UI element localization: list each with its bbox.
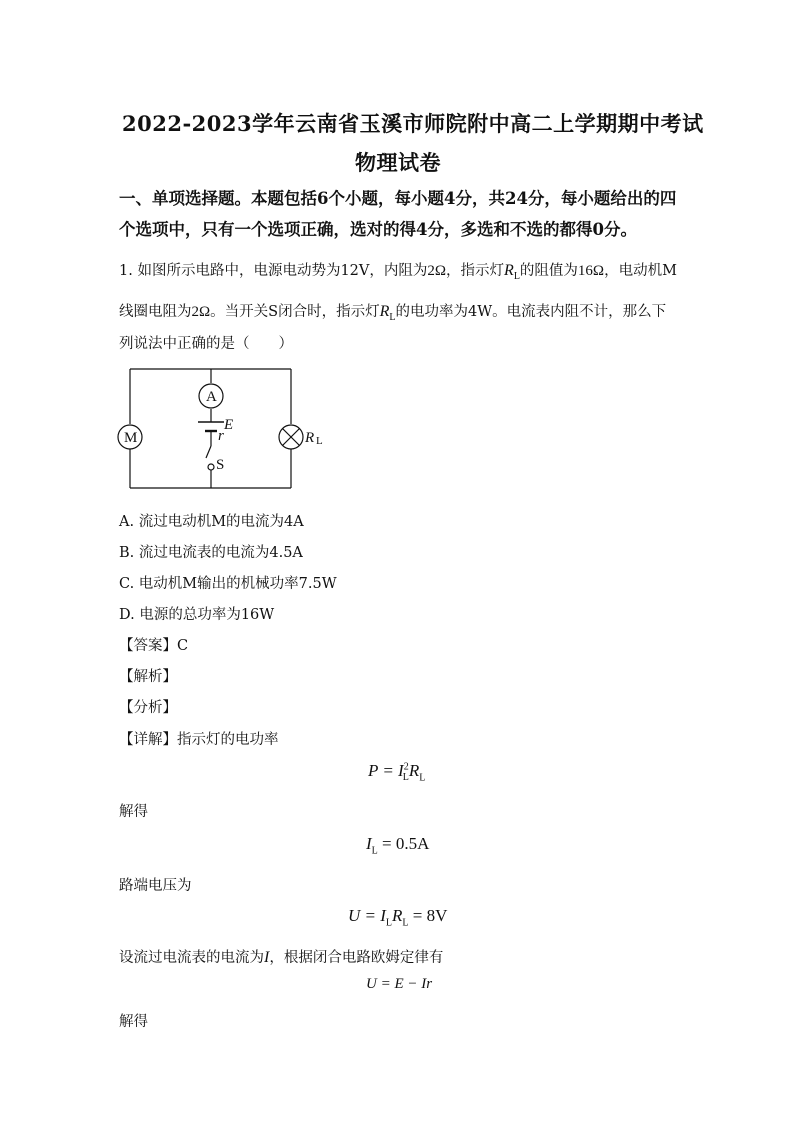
question-line-1 (119, 259, 677, 282)
lamp-symbol (379, 303, 396, 324)
question-number: 1. (119, 263, 133, 279)
eq1-r: R (408, 761, 420, 780)
ammeter-label: A (206, 389, 217, 405)
set-line-a: 设流过电流表的电流为 (119, 950, 264, 966)
question-text: 如图所示电路中，电源电动势为12V，内阻为 (137, 263, 428, 279)
question-line-3: 列说法中正确的是（ ） (119, 336, 293, 352)
lamp-resistance-value: 16Ω (577, 263, 605, 279)
option-a: A. 流过电动机M的电流为4A (119, 514, 304, 530)
title-line-1: 2022-2023学年云南省玉溪市师院附中高二上学期期中考试 (122, 111, 704, 136)
jiede-2: 解得 (119, 1014, 148, 1030)
switch-label: S (216, 457, 225, 473)
detail-line (119, 728, 279, 749)
motor-label: M (124, 430, 138, 446)
eq1-sup: 2 (403, 761, 409, 773)
eq1-lhs: P = I (368, 761, 404, 780)
eq1-rsub: L (419, 772, 426, 784)
eq2-rhs: = 0.5A (377, 834, 430, 853)
lamp-symbol-r: R (379, 303, 390, 320)
eq3-rhs: = 8V (408, 906, 448, 925)
question-text-part: 的电功率为4W。电流表内阻不计，那么下 (395, 304, 667, 320)
title-line-2: 物理试卷 (355, 150, 441, 175)
equation-power (368, 761, 425, 783)
section-header-line-1: 一、单项选择题。本题包括6个小题，每小题4分，共24分，每小题给出的四 (119, 189, 677, 208)
option-b: B. 流过电流表的电流为4.5A (119, 545, 303, 561)
fenxi-label: 【分析】 (119, 700, 177, 716)
eq3-lhs: U = I (348, 906, 386, 925)
option-d: D. 电源的总功率为16W (119, 607, 275, 623)
question-text-part: 线圈电阻为 (119, 304, 192, 320)
detail-text: 指示灯的电功率 (177, 732, 279, 748)
eq3-rsub: L (402, 917, 409, 929)
answer-line: 【答案】C (119, 638, 189, 654)
analysis-label: 【解析】 (119, 669, 177, 685)
question-text-part: 的阻值为 (519, 263, 578, 279)
eq1-sub: L (402, 772, 409, 784)
detail-label: 【详解】 (119, 732, 177, 748)
equation-ohm: U = E − Ir (366, 976, 433, 992)
jiede-1: 解得 (119, 804, 148, 820)
question-line-2 (119, 300, 666, 323)
lamp-symbol-sub: L (389, 312, 396, 324)
question-text-part: 。当开关S闭合时，指示灯 (210, 304, 380, 320)
question-text-part: ，电动机M (604, 263, 677, 279)
section-header-line-2: 个选项中，只有一个选项正确，选对的得4分，多选和不选的都得0分。 (119, 220, 637, 239)
emf-label: E (224, 417, 234, 433)
ludian-line: 路端电压为 (119, 878, 192, 894)
question-text-part: ，指示灯 (446, 263, 505, 279)
lamp-symbol (504, 262, 520, 283)
lamp-label-sub: L (316, 435, 323, 447)
equation-current (366, 834, 429, 856)
eq2-i: I (366, 834, 372, 853)
lamp-symbol-r: R (504, 262, 514, 279)
lamp-label: R (305, 430, 315, 446)
internal-r-label: r (218, 428, 224, 444)
eq3-r: R (392, 906, 403, 925)
eq3-sub: L (385, 917, 393, 929)
eq2-sub: L (371, 845, 378, 857)
set-current-line (119, 946, 443, 967)
equation-voltage (348, 906, 447, 928)
circuit-diagram (110, 360, 315, 500)
motor-resistance-value: 2Ω (191, 304, 211, 320)
lamp-symbol-sub: L (513, 271, 520, 283)
option-c: C. 电动机M输出的机械功率7.5W (119, 576, 337, 592)
set-line-b: ，根据闭合电路欧姆定律有 (269, 950, 444, 966)
internal-resistance-value: 2Ω (427, 263, 447, 279)
set-line-i: I (264, 949, 270, 966)
